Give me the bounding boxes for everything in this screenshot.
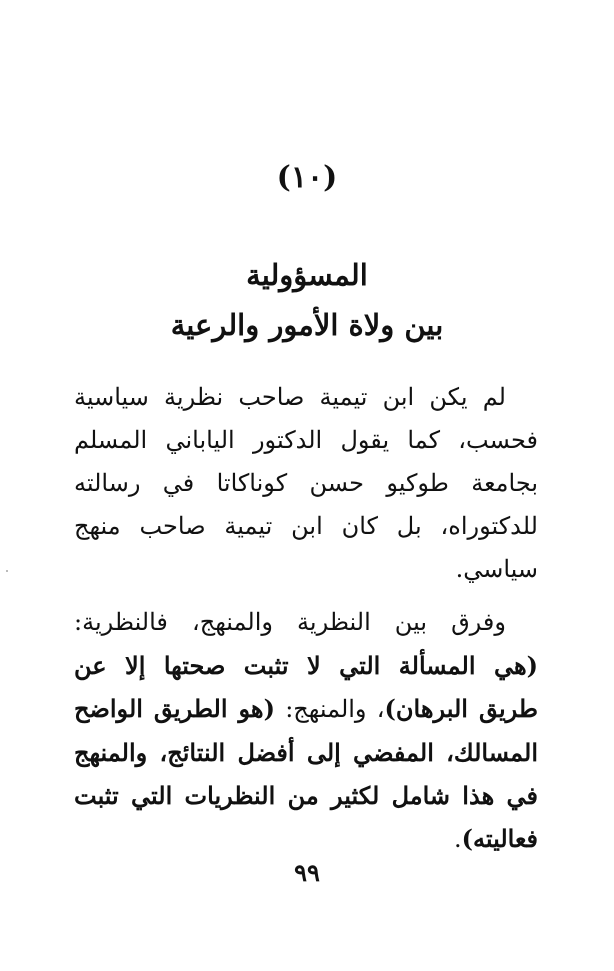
bold-phrase: طريق البرهان): [384, 694, 538, 723]
paragraph-2-line: [74, 687, 538, 731]
chapter-title: [0, 250, 614, 350]
chapter-number: (١٠): [276, 160, 338, 195]
paragraph-1-line: فحسب، كما يقول الدكتور الياباني المسلم: [74, 426, 538, 454]
paragraph-1-line: بجامعة طوكيو حسن كوناكاتا في رسالته: [74, 469, 538, 497]
paragraph-2-line: في هذا شامل لكثير من النظريات التي تثبت: [74, 781, 538, 810]
bold-phrase: (هو الطريق الواضح: [74, 694, 275, 723]
bold-phrase: فعاليته): [461, 824, 538, 853]
chapter-title-line-1: المسؤولية: [246, 258, 368, 292]
chapter-title-line-2: بين ولاة الأمور والرعية: [170, 308, 444, 342]
paragraph-1-line: لم يكن ابن تيمية صاحب نظرية سياسية: [74, 383, 506, 411]
normal-phrase: .: [453, 825, 462, 853]
paragraph-2-line: المسالك، المفضي إلى أفضل النتائج، والمنهج: [74, 738, 538, 767]
scan-edge-mark: [6, 570, 8, 572]
paragraph-1: [74, 376, 538, 591]
page-number: ٩٩: [294, 858, 320, 887]
paragraph-2-line: [74, 817, 538, 861]
paragraph-1-line: سياسي.: [455, 555, 538, 583]
paragraph-2-line: وفرق بين النظرية والمنهج، فالنظرية:: [74, 608, 506, 636]
normal-phrase: ، والمنهج:: [274, 695, 385, 723]
paragraph-1-line: للدكتوراه، بل كان ابن تيمية صاحب منهج: [74, 512, 538, 540]
paragraph-2: [74, 601, 538, 861]
paragraph-2-line: (هي المسألة التي لا تثبت صحتها إلا عن: [74, 651, 538, 680]
